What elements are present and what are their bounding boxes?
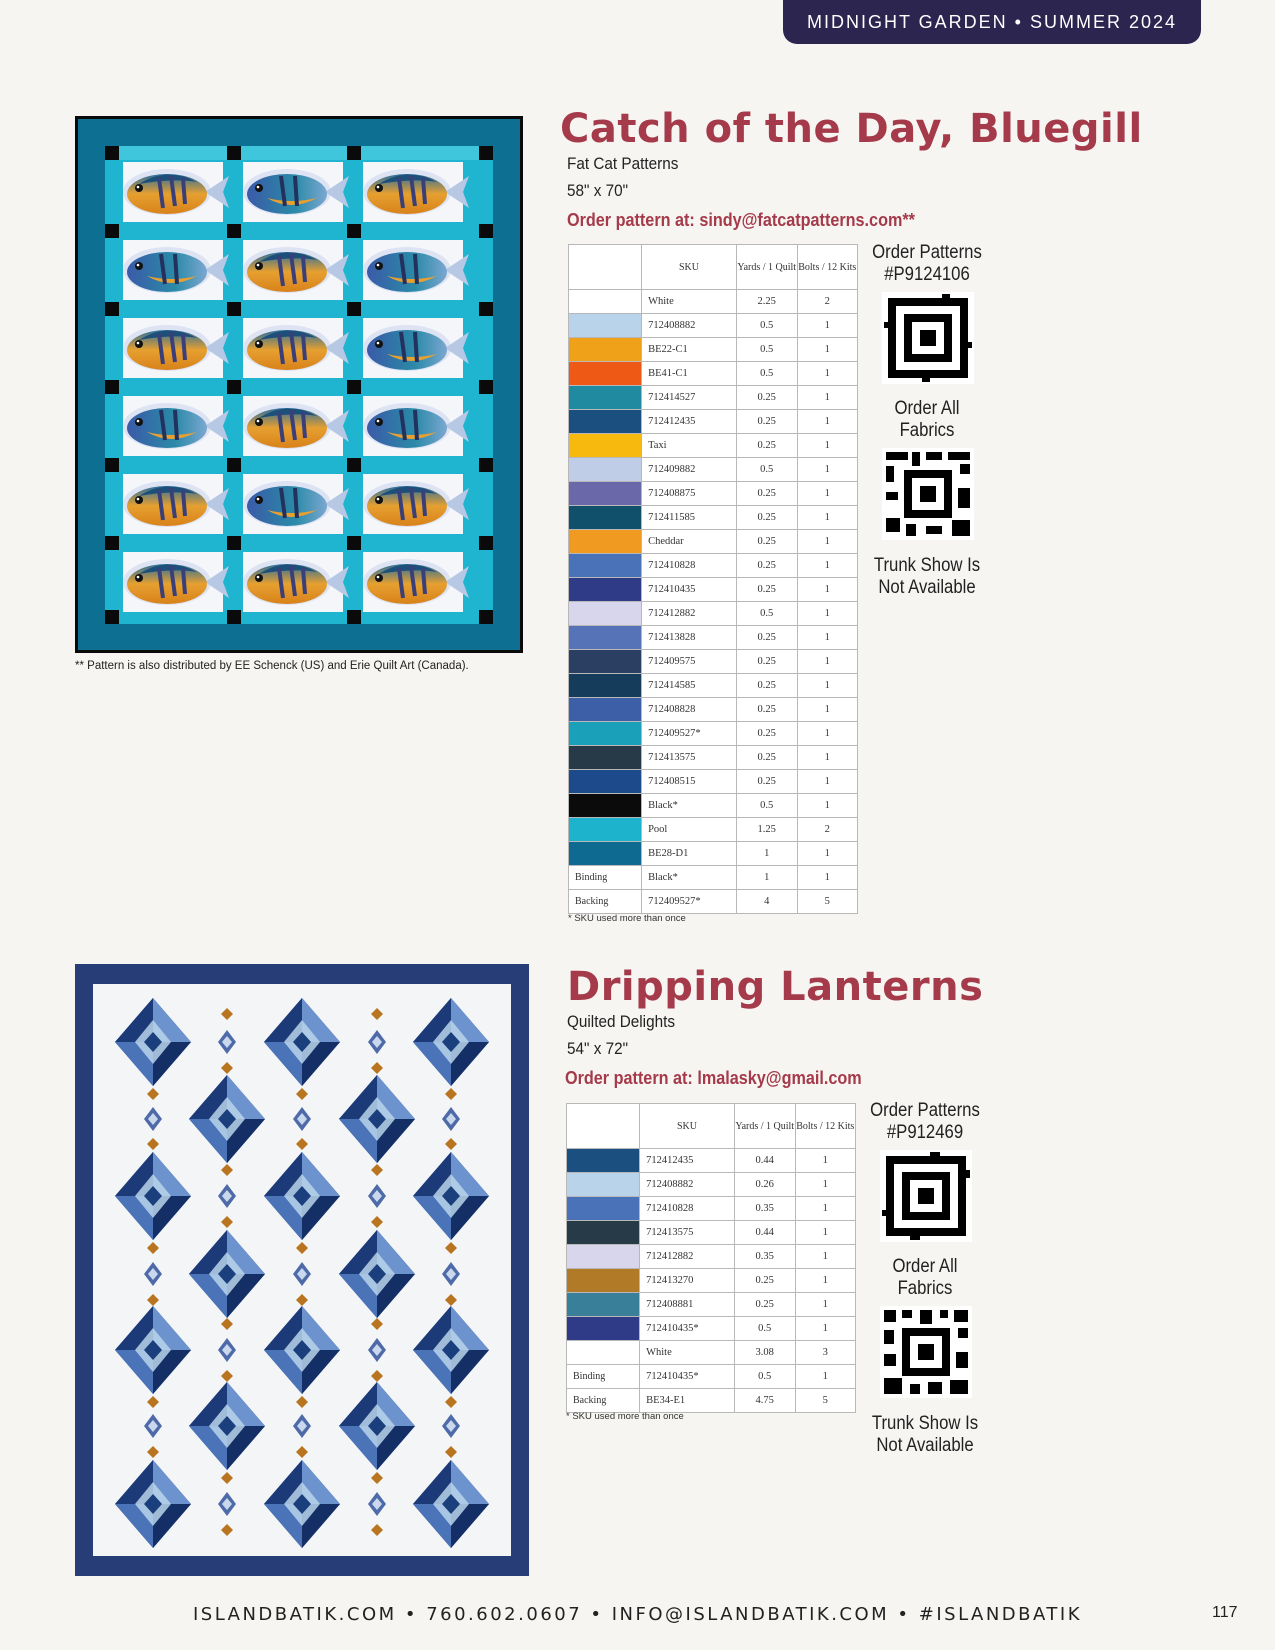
bolts-cell: 5 (797, 890, 857, 914)
sku-cell: 712413575 (640, 1221, 735, 1245)
header-title: MIDNIGHT GARDEN • SUMMER 2024 (806, 12, 1178, 32)
bolts-cell: 1 (797, 770, 857, 794)
bolts-cell: 2 (797, 290, 857, 314)
bolts-cell: 1 (797, 602, 857, 626)
fabric-swatch (569, 410, 642, 434)
yards-cell: 0.5 (736, 362, 797, 386)
yards-cell: 1 (736, 842, 797, 866)
yards-cell: 0.25 (734, 1269, 795, 1293)
bolts-cell: 1 (795, 1173, 855, 1197)
bolts-cell: 1 (797, 746, 857, 770)
sku-cell: 712410828 (640, 1197, 735, 1221)
table-row (569, 842, 858, 866)
sku-cell: 712410435* (640, 1365, 735, 1389)
sku-cell: 712409527* (642, 722, 737, 746)
sku-cell: 712414585 (642, 674, 737, 698)
fabric-swatch (567, 1173, 640, 1197)
yards-cell: 3.08 (734, 1341, 795, 1365)
fabric-swatch (569, 578, 642, 602)
table-row (569, 578, 858, 602)
sku-cell: Taxi (642, 434, 737, 458)
table-row (569, 722, 858, 746)
bolts-cell: 1 (797, 866, 857, 890)
fabric-swatch (569, 842, 642, 866)
fabric-swatch (569, 602, 642, 626)
fabric-swatch (567, 1293, 640, 1317)
table-row (569, 338, 858, 362)
sku-cell: Black* (642, 866, 737, 890)
fabric-swatch (569, 770, 642, 794)
table-row (567, 1221, 856, 1245)
fabric-swatch (567, 1269, 640, 1293)
sku-header: SKU (642, 245, 737, 290)
quilt1-sku-note: * SKU used more than once (568, 913, 686, 924)
sku-cell: 712412882 (642, 602, 737, 626)
fabric-swatch (569, 434, 642, 458)
quilt1-pattern-qr-code[interactable] (882, 292, 974, 384)
table-row (569, 650, 858, 674)
yards-cell: 1 (736, 866, 797, 890)
sku-cell: 712408828 (642, 698, 737, 722)
quilt2-order-fabrics-label: Order All Fabrics (892, 1256, 958, 1299)
sku-cell: 712412882 (640, 1245, 735, 1269)
bolts-cell: 1 (795, 1269, 855, 1293)
sku-header: SKU (640, 1104, 735, 1149)
yards-cell: 0.25 (736, 626, 797, 650)
fabric-swatch (567, 1221, 640, 1245)
yards-header: Yards / 1 Quilt (734, 1104, 795, 1149)
quilt2-trunk-show-label: Trunk Show Is Not Available (871, 1413, 979, 1456)
bolts-cell: 1 (795, 1293, 855, 1317)
sku-cell: Pool (642, 818, 737, 842)
table-row (569, 506, 858, 530)
fabric-swatch (569, 506, 642, 530)
table-row (569, 434, 858, 458)
yards-cell: 0.35 (734, 1197, 795, 1221)
sku-cell: BE28-D1 (642, 842, 737, 866)
fabric-swatch (567, 1197, 640, 1221)
sku-cell: 712408875 (642, 482, 737, 506)
fabric-swatch (567, 1341, 640, 1365)
quilt1-order-patterns-label: Order Patterns #P9124106 (872, 242, 982, 285)
table-row (567, 1149, 856, 1173)
yards-header: Yards / 1 Quilt (736, 245, 797, 290)
yards-cell: 0.5 (736, 338, 797, 362)
yards-cell: 0.25 (736, 722, 797, 746)
bolts-cell: 1 (797, 482, 857, 506)
fabric-swatch (569, 722, 642, 746)
sku-cell: 712408882 (640, 1173, 735, 1197)
fabric-swatch (567, 1317, 640, 1341)
quilt2-sku-note: * SKU used more than once (566, 1411, 684, 1422)
table-row (569, 410, 858, 434)
yards-cell: 0.25 (736, 698, 797, 722)
yards-cell: 4.75 (734, 1389, 795, 1413)
sku-cell: 712408515 (642, 770, 737, 794)
table-row (569, 482, 858, 506)
table-row (567, 1197, 856, 1221)
bolts-cell: 1 (795, 1221, 855, 1245)
table-row (569, 746, 858, 770)
sku-cell: 712409527* (642, 890, 737, 914)
fabric-swatch (569, 794, 642, 818)
quilt1-trunk-show-label: Trunk Show Is Not Available (873, 555, 981, 598)
sku-cell: Cheddar (642, 530, 737, 554)
yards-cell: 1.25 (736, 818, 797, 842)
bolts-cell: 1 (797, 434, 857, 458)
fabric-swatch (569, 386, 642, 410)
yards-cell: 4 (736, 890, 797, 914)
bolts-cell: 1 (797, 674, 857, 698)
yards-cell: 0.25 (736, 434, 797, 458)
table-row (569, 674, 858, 698)
quilt1-designer: Fat Cat Patterns (567, 154, 679, 173)
table-row (567, 1317, 856, 1341)
bolts-cell: 1 (795, 1365, 855, 1389)
sku-cell: 712412435 (640, 1149, 735, 1173)
sku-cell: 712414527 (642, 386, 737, 410)
quilt2-fabrics-qr-code[interactable] (880, 1306, 972, 1398)
table-row (569, 362, 858, 386)
sku-cell: 712413270 (640, 1269, 735, 1293)
quilt1-fabric-table (568, 244, 858, 914)
bolts-cell: 1 (797, 554, 857, 578)
bolts-cell: 1 (797, 314, 857, 338)
quilt2-order-patterns-label: Order Patterns #P912469 (870, 1100, 980, 1143)
bolts-cell: 1 (797, 338, 857, 362)
quilt2-fabric-table (566, 1103, 856, 1413)
table-row (567, 1293, 856, 1317)
sku-cell: 712410435 (642, 578, 737, 602)
fabric-swatch (569, 650, 642, 674)
table-row (569, 386, 858, 410)
table-row (569, 554, 858, 578)
quilt1-order-link[interactable]: Order pattern at: sindy@fatcatpatterns.com** (567, 210, 915, 230)
bolts-cell: 1 (797, 794, 857, 818)
table-row (569, 458, 858, 482)
sku-cell: White (640, 1341, 735, 1365)
yards-cell: 0.25 (736, 746, 797, 770)
bolts-cell: 1 (797, 530, 857, 554)
table-row (569, 890, 858, 914)
bolts-cell: 1 (795, 1317, 855, 1341)
row-label: Backing (569, 890, 642, 914)
bolts-cell: 1 (795, 1197, 855, 1221)
quilt1-size: 58" x 70" (567, 181, 629, 200)
sku-cell: 712413828 (642, 626, 737, 650)
sku-cell: 712410828 (642, 554, 737, 578)
fabric-swatch (569, 314, 642, 338)
sku-cell: Black* (642, 794, 737, 818)
fabric-swatch (569, 818, 642, 842)
bolts-cell: 5 (795, 1389, 855, 1413)
bolts-cell: 1 (797, 842, 857, 866)
bolts-cell: 1 (795, 1149, 855, 1173)
table-row (567, 1269, 856, 1293)
table-row (569, 602, 858, 626)
quilt1-order-fabrics-label: Order All Fabrics (894, 398, 960, 441)
table-row (569, 818, 858, 842)
yards-cell: 2.25 (736, 290, 797, 314)
quilt2-pattern-qr-code[interactable] (880, 1150, 972, 1242)
table-row (569, 530, 858, 554)
fabric-swatch (569, 674, 642, 698)
sku-cell: BE34-E1 (640, 1389, 735, 1413)
yards-cell: 0.25 (736, 386, 797, 410)
yards-cell: 0.25 (736, 650, 797, 674)
yards-cell: 0.44 (734, 1149, 795, 1173)
bolts-cell: 1 (797, 626, 857, 650)
yards-cell: 0.5 (736, 794, 797, 818)
table-row (569, 698, 858, 722)
sku-cell: 712412435 (642, 410, 737, 434)
yards-cell: 0.5 (736, 602, 797, 626)
fabric-swatch (569, 458, 642, 482)
table-row (569, 314, 858, 338)
yards-cell: 0.25 (736, 554, 797, 578)
fabric-swatch (569, 338, 642, 362)
table-row (567, 1365, 856, 1389)
bolts-cell: 1 (797, 506, 857, 530)
table-row (569, 626, 858, 650)
yards-cell: 0.5 (734, 1365, 795, 1389)
header-banner (783, 0, 1201, 44)
swatch-header (569, 245, 642, 290)
fabric-swatch (567, 1149, 640, 1173)
sku-cell: 712408881 (640, 1293, 735, 1317)
quilt2-order-link[interactable]: Order pattern at: lmalasky@gmail.com (565, 1068, 862, 1088)
page-number: 117 (1212, 1604, 1238, 1621)
fabric-swatch (569, 362, 642, 386)
yards-cell: 0.5 (734, 1317, 795, 1341)
table-row (569, 290, 858, 314)
yards-cell: 0.25 (736, 482, 797, 506)
yards-cell: 0.5 (736, 458, 797, 482)
fabric-swatch (569, 482, 642, 506)
yards-cell: 0.26 (734, 1173, 795, 1197)
fabric-swatch (569, 554, 642, 578)
yards-cell: 0.35 (734, 1245, 795, 1269)
sku-cell: 712409882 (642, 458, 737, 482)
sku-cell: 712413575 (642, 746, 737, 770)
distribution-footnote: ** Pattern is also distributed by EE Schenck (US) and Erie Quilt Art (Canada). (75, 660, 469, 672)
swatch-header (567, 1104, 640, 1149)
table-row (567, 1173, 856, 1197)
fabric-swatch (569, 530, 642, 554)
quilt1-fabrics-qr-code[interactable] (882, 448, 974, 540)
fabric-swatch (567, 1245, 640, 1269)
yards-cell: 0.5 (736, 314, 797, 338)
yards-cell: 0.25 (736, 410, 797, 434)
sku-cell: White (642, 290, 737, 314)
fabric-swatch (569, 746, 642, 770)
quilt2-designer: Quilted Delights (567, 1012, 676, 1031)
row-label: Binding (569, 866, 642, 890)
sku-cell: BE22-C1 (642, 338, 737, 362)
fabric-swatch (569, 626, 642, 650)
sku-cell: 712411585 (642, 506, 737, 530)
bolts-cell: 1 (795, 1245, 855, 1269)
table-row (569, 770, 858, 794)
yards-cell: 0.44 (734, 1221, 795, 1245)
quilt2-size: 54" x 72" (567, 1039, 629, 1058)
table-row (567, 1245, 856, 1269)
bolts-header: Bolts / 12 Kits (797, 245, 857, 290)
bluegill-quilt-photo (75, 116, 523, 653)
table-row (569, 794, 858, 818)
bolts-cell: 1 (797, 698, 857, 722)
table-row (569, 866, 858, 890)
quilt2-title: Dripping Lanterns (567, 964, 984, 1010)
fabric-swatch (569, 698, 642, 722)
bolts-cell: 1 (797, 650, 857, 674)
yards-cell: 0.25 (736, 770, 797, 794)
sku-cell: BE41-C1 (642, 362, 737, 386)
yards-cell: 0.25 (736, 530, 797, 554)
sku-cell: 712409575 (642, 650, 737, 674)
bolts-cell: 3 (795, 1341, 855, 1365)
yards-cell: 0.25 (734, 1293, 795, 1317)
yards-cell: 0.25 (736, 674, 797, 698)
yards-cell: 0.25 (736, 578, 797, 602)
table-row (567, 1341, 856, 1365)
row-label: Backing (567, 1389, 640, 1413)
bolts-cell: 1 (797, 362, 857, 386)
bolts-cell: 1 (797, 458, 857, 482)
table-row (567, 1389, 856, 1413)
row-label: Binding (567, 1365, 640, 1389)
yards-cell: 0.25 (736, 506, 797, 530)
bolts-cell: 2 (797, 818, 857, 842)
footer-contact: ISLANDBATIK.COM • 760.602.0607 • INFO@ISLANDBATIK.COM • #ISLANDBATIK (192, 1604, 1083, 1625)
fabric-swatch (569, 290, 642, 314)
quilt1-title: Catch of the Day, Bluegill (560, 106, 1143, 152)
bolts-cell: 1 (797, 722, 857, 746)
sku-cell: 712408882 (642, 314, 737, 338)
bolts-cell: 1 (797, 410, 857, 434)
bolts-cell: 1 (797, 578, 857, 602)
bolts-header: Bolts / 12 Kits (795, 1104, 855, 1149)
dripping-lanterns-quilt-photo (75, 964, 529, 1576)
bolts-cell: 1 (797, 386, 857, 410)
sku-cell: 712410435* (640, 1317, 735, 1341)
